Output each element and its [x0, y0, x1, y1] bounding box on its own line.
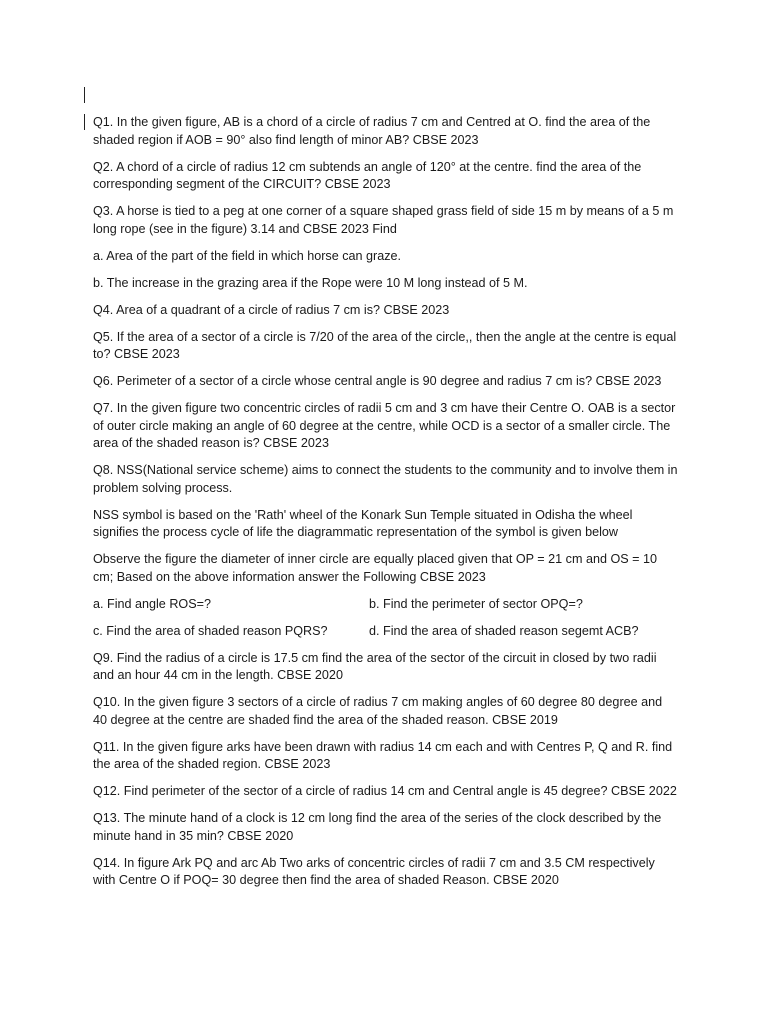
question-9: Q9. Find the radius of a circle is 17.5 cm find the area of the sector of the circuit in closed by two radii and an hour 44 cm in the length. CBSE 2020: [93, 650, 657, 682]
question-2: Q2. A chord of a circle of radius 12 cm subtends an angle of 120° at the centre. find the area of the corresponding segment of the CIRCUIT? CBSE 2023: [93, 159, 642, 191]
question-8-paragraph-1: NSS symbol is based on the 'Rath' wheel of the Konark Sun Temple situated in Odisha the wheel signifies the process cycle of life the diagrammatic representation of the symbol is given below: [93, 507, 633, 539]
question-3a: a. Area of the part of the field in which horse can graze.: [93, 248, 402, 263]
question-5: Q5. If the area of a sector of a circle is 7/20 of the area of the circle,, then the angle at the centre is equal to? CBSE 2023: [93, 329, 677, 361]
question-3: Q3. A horse is tied to a peg at one corner of a square shaped grass field of side 15 m by means of a 5 m long rope (see in the figure) 3.14 and CBSE 2023 Find: [93, 204, 674, 236]
question-3b: b. The increase in the grazing area if the Rope were 10 M long instead of 5 M.: [93, 275, 528, 290]
question-8a: a. Find angle ROS=?: [93, 596, 211, 611]
question-11: Q11. In the given figure arks have been drawn with radius 14 cm each and with Centres P, Q and R. find the area of the shaded region. CBSE 2023: [93, 739, 673, 771]
question-8d: d. Find the area of shaded reason segemt ACB?: [369, 623, 639, 638]
question-13: Q13. The minute hand of a clock is 12 cm long find the area of the series of the clock described by the minute hand in 35 min? CBSE 2020: [93, 811, 662, 843]
question-6: Q6. Perimeter of a sector of a circle whose central angle is 90 degree and radius 7 cm is? CBSE 2023: [93, 374, 662, 388]
question-10: Q10. In the given figure 3 sectors of a circle of radius 7 cm making angles of 60 degree 80 degree and 40 degree at the centre are shaded find the area of the shaded reason. CBSE 2019: [93, 695, 663, 727]
question-8-row-2: [93, 623, 678, 641]
text-cursor: [84, 87, 85, 103]
question-1: Q1. In the given figure, AB is a chord of a circle of radius 7 cm and Centred at O. find the area of the shaded region if AOB = 90° also find length of minor AB? CBSE 2023: [93, 115, 651, 147]
question-8c: c. Find the area of shaded reason PQRS?: [93, 623, 328, 638]
question-8-row-1: [93, 596, 678, 614]
question-4: Q4. Area of a quadrant of a circle of radius 7 cm is? CBSE 2023: [93, 302, 450, 317]
question-8-paragraph-2: Observe the figure the diameter of inner circle are equally placed given that OP = 21 cm and OS = 10 cm; Based on the above information answer the Following CBSE 2023: [93, 552, 658, 584]
document-body[interactable]: [93, 114, 678, 899]
text-cursor: [84, 114, 85, 130]
question-14: Q14. In figure Ark PQ and arc Ab Two arks of concentric circles of radii 7 cm and 3.5 CM respectively with Centre O if POQ= 30 degree then find the area of shaded Reason. CBSE 2020: [93, 855, 655, 887]
question-12: Q12. Find perimeter of the sector of a circle of radius 14 cm and Central angle is 45 degree? CBSE 2022: [93, 784, 677, 798]
question-8b: b. Find the perimeter of sector OPQ=?: [369, 596, 583, 611]
question-7: Q7. In the given figure two concentric circles of radii 5 cm and 3 cm have their Centre O. OAB is a sector of outer circle making an angle of 60 degree at the centre, while OCD is a sector of a smaller circle. The area of the shaded reason is? CBSE 2023: [93, 401, 676, 450]
question-8: Q8. NSS(National service scheme) aims to connect the students to the community and to involve them in problem solving process.: [93, 463, 678, 495]
